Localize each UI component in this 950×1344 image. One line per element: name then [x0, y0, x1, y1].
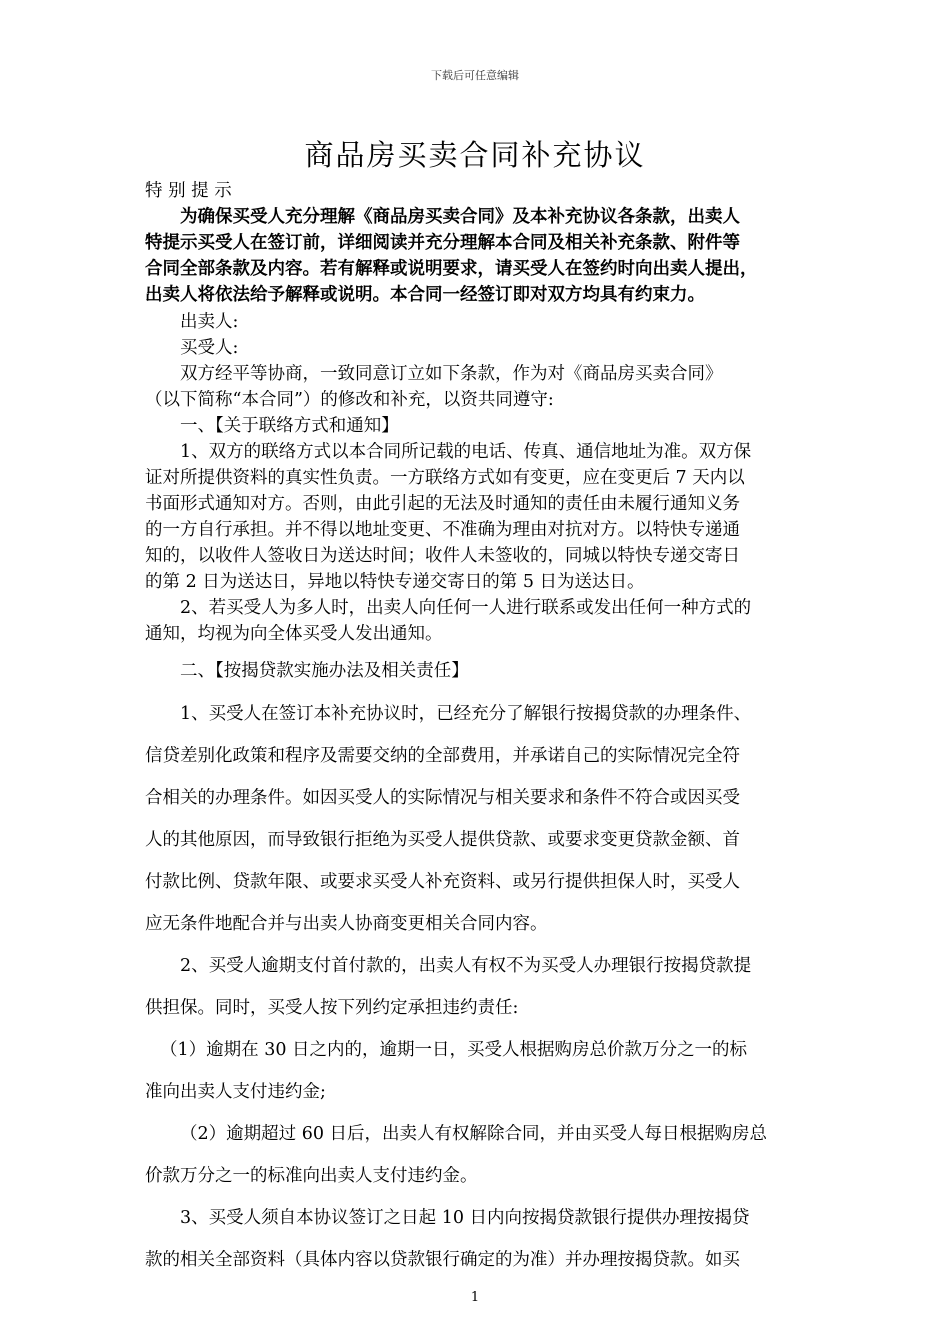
section1-line: 知的，以收件人签收日为送达时间；收件人未签收的，同城以特快专递交寄日 [145, 546, 740, 566]
section1-line: 2、若买受人为多人时，出卖人向任何一人进行联系或发出任何一种方式的 [180, 598, 752, 618]
section1-heading: 一、【关于联络方式和通知】 [180, 416, 399, 436]
notice-line: 为确保买受人充分理解《商品房买卖合同》及本补充协议各条款，出卖人 [180, 207, 740, 227]
notice-heading: 特 别 提 示 [145, 181, 232, 201]
document-title: 商品房买卖合同补充协议 [304, 138, 646, 172]
section2-line: 应无条件地配合并与出卖人协商变更相关合同内容。 [145, 914, 548, 934]
section2-line: 供担保。同时，买受人按下列约定承担违约责任: [145, 998, 519, 1018]
section2-line: （2）逾期超过 60 日后，出卖人有权解除合同，并由买受人每日根据购房总 [180, 1124, 768, 1144]
buyer-label: 买受人: [180, 338, 239, 358]
section2-heading: 二、【按揭贷款实施办法及相关责任】 [180, 661, 469, 681]
section1-line: 书面形式通知对方。否则，由此引起的无法及时通知的责任由未履行通知义务 [145, 494, 740, 514]
section2-line: 1、买受人在签订本补充协议时，已经充分了解银行按揭贷款的办理条件、 [180, 704, 752, 724]
section2-line: 款的相关全部资料（具体内容以贷款银行确定的为准）并办理按揭贷款。如买 [145, 1250, 740, 1270]
preamble-line: （以下简称“本合同”）的修改和补充，以资共同遵守: [145, 390, 554, 410]
section2-line: 2、买受人逾期支付首付款的，出卖人有权不为买受人办理银行按揭贷款提 [180, 956, 752, 976]
section2-line: 信贷差别化政策和程序及需要交纳的全部费用，并承诺自己的实际情况完全符 [145, 746, 740, 766]
section2-line: （1）逾期在 30 日之内的，逾期一日，买受人根据购房总价款万分之一的标 [160, 1040, 748, 1060]
notice-line: 合同全部条款及内容。若有解释或说明要求，请买受人在签约时向出卖人提出， [145, 259, 758, 279]
seller-label: 出卖人: [180, 312, 239, 332]
section1-line: 证对所提供资料的真实性负责。一方联络方式如有变更，应在变更后 7 天内以 [145, 468, 745, 488]
page-number: 1 [470, 1290, 480, 1305]
section2-line: 价款万分之一的标准向出卖人支付违约金。 [145, 1166, 478, 1186]
section1-line: 1、双方的联络方式以本合同所记载的电话、传真、通信地址为准。双方保 [180, 442, 752, 462]
section1-line: 通知，均视为向全体买受人发出通知。 [145, 624, 443, 644]
section2-line: 人的其他原因，而导致银行拒绝为买受人提供贷款、或要求变更贷款金额、首 [145, 830, 740, 850]
section2-line: 合相关的办理条件。如因买受人的实际情况与相关要求和条件不符合或因买受 [145, 788, 740, 808]
header-note: 下载后可任意编辑 [431, 69, 519, 82]
section2-line: 准向出卖人支付违约金; [145, 1082, 326, 1102]
preamble-line: 双方经平等协商，一致同意订立如下条款，作为对《商品房买卖合同》 [180, 364, 723, 384]
section2-line: 付款比例、贷款年限、或要求买受人补充资料、或另行提供担保人时，买受人 [145, 872, 740, 892]
notice-line: 出卖人将依法给予解释或说明。本合同一经签订即对双方均具有约束力。 [145, 285, 705, 305]
notice-line: 特提示买受人在签订前，详细阅读并充分理解本合同及相关补充条款、附件等 [145, 233, 740, 253]
section1-line: 的第 2 日为送达日，异地以特快专递交寄日的第 5 日为送达日。 [145, 572, 645, 592]
section2-line: 3、买受人须自本协议签订之日起 10 日内向按揭贷款银行提供办理按揭贷 [180, 1208, 750, 1228]
section1-line: 的一方自行承担。并不得以地址变更、不准确为理由对抗对方。以特快专递通 [145, 520, 740, 540]
